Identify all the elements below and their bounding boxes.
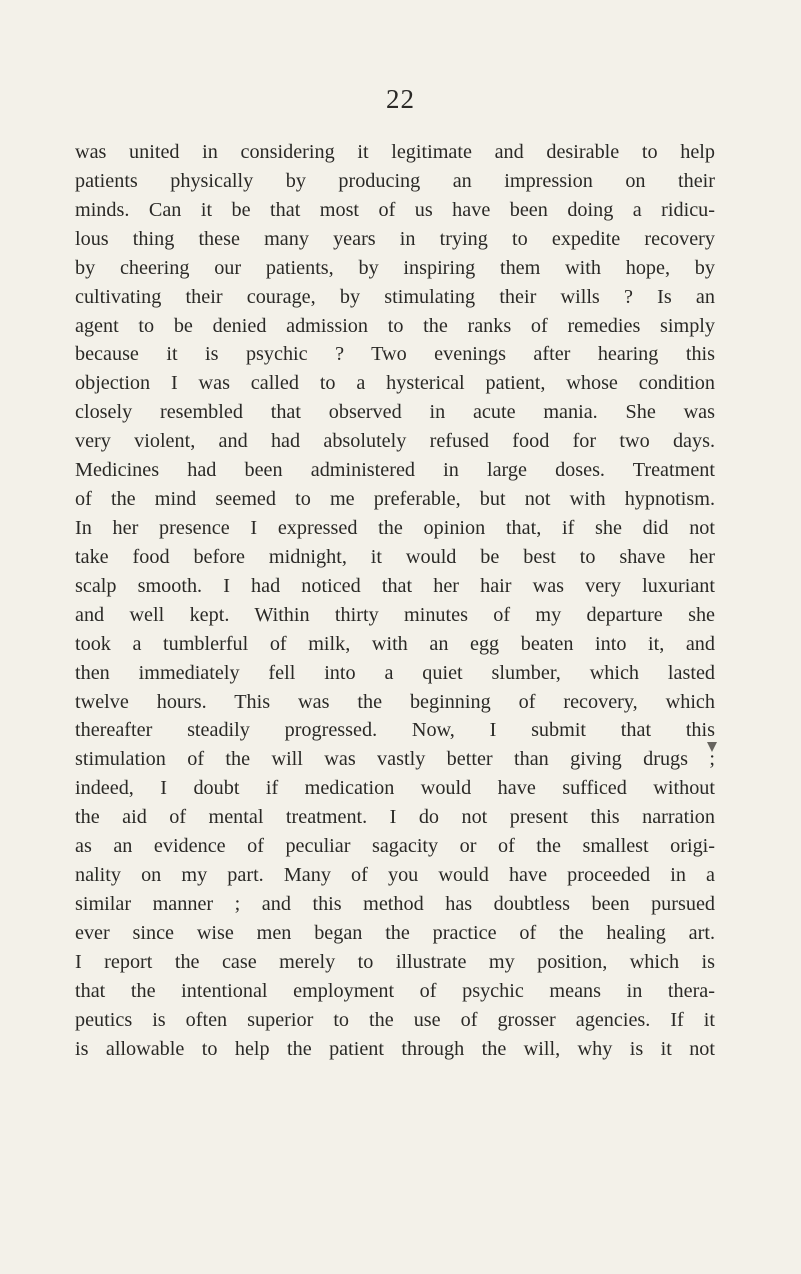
text-line: peutics is often superior to the use of grosser agencies. If it [75, 1008, 715, 1031]
text-line: is allowable to help the patient through the will, why is it not [75, 1037, 715, 1060]
text-line: lous thing these many years in trying to expedite recovery [75, 227, 715, 250]
text-line: the aid of mental treatment. I do not present this narration [75, 806, 715, 829]
text-line: twelve hours. This was the beginning of recovery, which [75, 690, 715, 713]
text-line: I report the case merely to illustrate my position, which is [75, 950, 715, 973]
text-line: by cheering our patients, by inspiring them with hope, by [75, 256, 715, 279]
text-line: minds. Can it be that most of us have been doing a ridicu- [75, 198, 715, 221]
text-line: nality on my part. Many of you would have proceeded in a [75, 864, 715, 887]
text-line: of the mind seemed to me preferable, but not with hypnotism. [75, 488, 715, 511]
text-line: similar manner ; and this method has doubtless been pursued [75, 892, 715, 915]
text-line: stimulation of the will was vastly better than giving drugs ; [75, 748, 715, 771]
text-line: because it is psychic ? Two evenings after hearing this [75, 343, 715, 366]
text-line: scalp smooth. I had noticed that her hair was very luxuriant [75, 574, 715, 597]
ink-mark-icon [707, 742, 717, 752]
text-line: cultivating their courage, by stimulating their wills ? Is an [75, 285, 715, 308]
text-line: Medicines had been administered in large doses. Treatment [75, 459, 715, 482]
text-line: ever since wise men began the practice of the healing art. [75, 921, 715, 944]
text-line: then immediately fell into a quiet slumber, which lasted [75, 661, 715, 684]
text-line: and well kept. Within thirty minutes of my departure she [75, 603, 715, 626]
text-line: was united in considering it legitimate and desirable to help [75, 141, 715, 163]
text-line: objection I was called to a hysterical patient, whose condition [75, 372, 715, 395]
text-line: indeed, I doubt if medication would have sufficed without [75, 777, 715, 800]
text-line: as an evidence of peculiar sagacity or of the smallest origi- [75, 835, 715, 858]
text-line: closely resembled that observed in acute mania. She was [75, 401, 715, 424]
text-line: take food before midnight, it would be best to shave her [75, 545, 715, 568]
text-line: that the intentional employment of psychic means in thera- [75, 979, 715, 1002]
text-line: thereafter steadily progressed. Now, I submit that this [75, 719, 715, 742]
text-line: very violent, and had absolutely refused food for two days. [75, 430, 715, 453]
text-line: took a tumblerful of milk, with an egg beaten into it, and [75, 632, 715, 655]
text-line: In her presence I expressed the opinion that, if she did not [75, 516, 715, 539]
body-text [75, 138, 715, 1064]
page-number: 22 [386, 84, 415, 114]
text-line: agent to be denied admission to the ranks of remedies simply [75, 314, 715, 337]
text-line: patients physically by producing an impression on their [75, 169, 715, 192]
